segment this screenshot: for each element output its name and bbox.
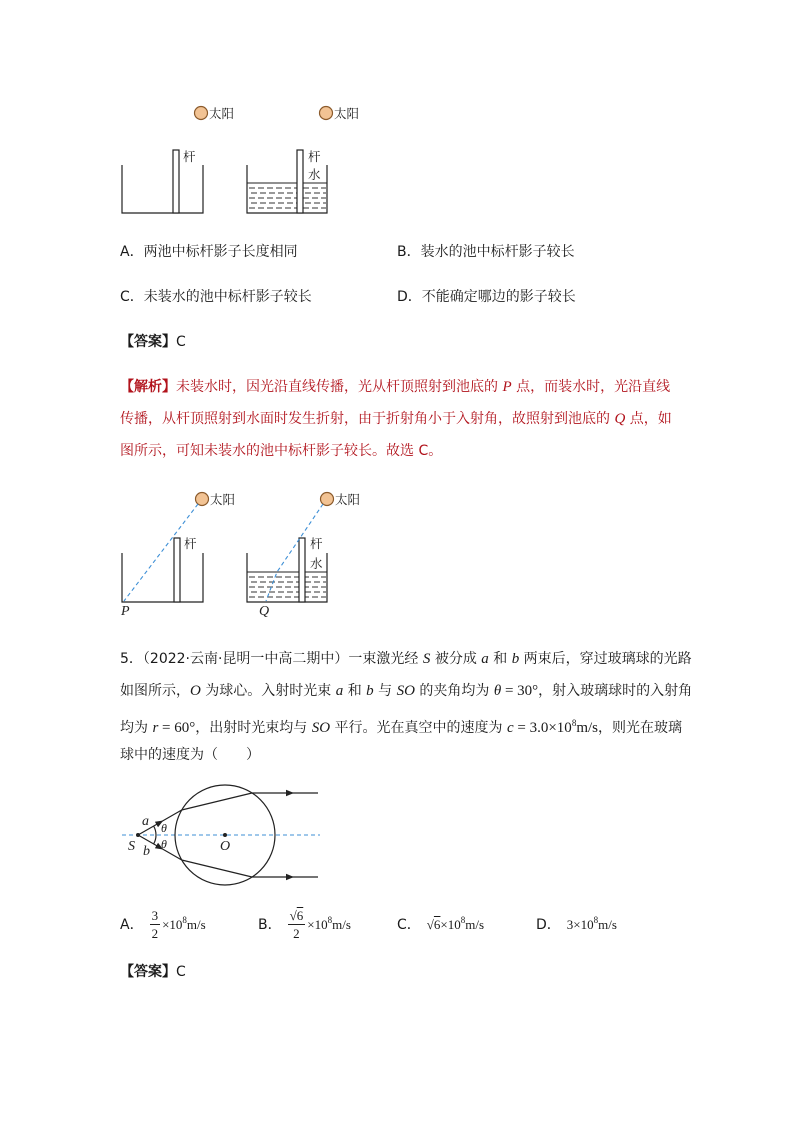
point-q-label: Q	[259, 604, 270, 619]
angle-value: = 30°	[501, 683, 539, 699]
q5-option-b	[258, 902, 351, 946]
unit: m/s	[332, 917, 351, 932]
beam-a-variable: a	[481, 651, 489, 667]
answer-tag: 【答案】	[120, 964, 176, 980]
fraction	[150, 908, 161, 941]
sun-label: 太阳	[334, 106, 360, 121]
point-p-variable: P	[502, 379, 512, 395]
sqrt-symbol: √	[289, 907, 297, 923]
axis-so-variable: SO	[311, 720, 331, 736]
unit: m/s	[465, 917, 485, 932]
q5-option-a	[120, 902, 206, 946]
pole-label: 杆	[183, 149, 196, 164]
q4-option-b: B．装水的池中标杆影子较长	[397, 244, 575, 260]
stem-text: ，射入玻璃球时的入射角	[538, 683, 693, 699]
stem-text: 5．（2022·云南·昆明一中高二期中）一束激光经	[120, 651, 423, 667]
stem-text: 与	[373, 683, 397, 699]
sun-icon	[320, 107, 333, 120]
analysis-tag: 【解析】	[120, 379, 176, 395]
q5-option-d	[536, 902, 617, 946]
stem-text: 如图所示，	[120, 683, 190, 699]
exponent: 8	[593, 915, 599, 925]
times-ten: ×10	[307, 917, 328, 932]
water-fill	[247, 572, 327, 597]
q4-option-c: C．未装水的池中标杆影子较长	[120, 289, 312, 305]
center-point	[223, 833, 227, 837]
angle-lower-label: θ	[161, 837, 167, 851]
axis-so-variable: SO	[396, 683, 415, 699]
beam-b-variable: b	[511, 651, 520, 667]
q5-stem-line	[120, 681, 692, 701]
sun-icon	[196, 493, 209, 506]
glass-sphere-figure	[115, 775, 330, 895]
dry-pool-diagram	[122, 106, 234, 213]
refracted-light-ray	[266, 504, 323, 601]
source-label: S	[128, 839, 135, 854]
angle-arc-lower	[154, 835, 156, 844]
beam-b-label: b	[143, 844, 150, 859]
pole	[174, 538, 180, 602]
pole-label: 杆	[184, 536, 197, 551]
q5-stem-line	[120, 649, 692, 669]
stem-text: 的夹角均为	[414, 683, 494, 699]
light-speed-variable: c	[506, 720, 514, 736]
water-pool-diagram	[247, 106, 359, 213]
light-path-figure	[100, 485, 361, 625]
source-variable: S	[422, 651, 431, 667]
times-ten: ×10	[162, 917, 183, 932]
q4-analysis-line	[120, 409, 672, 429]
times-ten: ×10	[573, 917, 594, 932]
q4-option-d: D．不能确定哪边的影子较长	[397, 289, 576, 305]
sun-label: 太阳	[210, 492, 236, 507]
stem-text: ，出射时光束均与	[195, 720, 312, 736]
coefficient: 3	[566, 917, 574, 932]
pool-outline	[122, 553, 203, 602]
pole-label: 杆	[308, 149, 321, 164]
beam-b-variable: b	[366, 683, 374, 699]
beam-a-variable: a	[335, 683, 344, 699]
answer-value: C	[176, 334, 186, 350]
speed-unit: m/s	[576, 720, 598, 736]
answer-value: C	[176, 964, 186, 980]
fraction-numerator: 3	[151, 907, 159, 923]
option-letter: A．	[120, 917, 144, 933]
option-magnitude	[427, 915, 484, 933]
center-variable: O	[190, 683, 201, 699]
unit: m/s	[598, 917, 617, 932]
incidence-variable: r	[152, 720, 159, 736]
q5-answer	[120, 962, 186, 982]
sun-label: 太阳	[335, 492, 361, 507]
angle-arc-upper	[154, 826, 156, 835]
q4-option-a: A．两池中标杆影子长度相同	[120, 244, 298, 260]
fraction-denominator: 2	[151, 925, 159, 941]
pole-label: 杆	[310, 536, 323, 551]
times-ten: ×10	[440, 917, 461, 932]
exponent: 8	[182, 915, 187, 925]
sun-icon	[321, 493, 334, 506]
radicand: 6	[296, 907, 304, 923]
q5-option-c	[397, 902, 484, 946]
analysis-text: 传播，从杆顶照射到水面时发生折射，由于折射角小于入射角，故照射到池底的	[120, 411, 615, 427]
fraction-numerator	[288, 908, 306, 925]
pole	[173, 150, 179, 213]
stem-text: 为球心。入射时光束	[200, 683, 336, 699]
speed-exponent: 8	[571, 718, 577, 728]
point-q-variable: Q	[614, 411, 626, 427]
stem-text: 平行。光在真空中的速度为	[330, 720, 507, 736]
stem-text: 球中的速度为（ ）	[120, 747, 260, 763]
sqrt-symbol: √	[426, 917, 434, 932]
radicand: 6	[433, 917, 441, 932]
stem-text: ，则光在玻璃	[598, 720, 682, 736]
theta-variable: θ	[493, 683, 502, 699]
stem-text: 和	[343, 683, 367, 699]
dry-pool-diagram	[120, 492, 235, 619]
q4-analysis-line	[120, 377, 670, 397]
option-magnitude	[567, 915, 617, 933]
beam-a-inside	[182, 793, 252, 810]
option-letter: D．	[536, 917, 561, 933]
fraction	[288, 908, 306, 941]
exponent: 8	[460, 915, 466, 925]
speed-value: = 3.0×10	[513, 720, 572, 736]
unit: m/s	[186, 917, 206, 932]
pool-comparison-figure	[100, 95, 360, 220]
center-label: O	[220, 839, 231, 854]
option-letter: B．	[258, 917, 282, 933]
sun-icon	[195, 107, 208, 120]
analysis-text: 未装水时，因光沿直线传播，光从杆顶照射到池底的	[176, 379, 503, 395]
answer-tag: 【答案】	[120, 334, 176, 350]
water-label: 水	[308, 167, 321, 182]
option-letter: C．	[397, 917, 421, 933]
angle-upper-label: θ	[161, 821, 167, 835]
angle-value: = 60°	[158, 720, 196, 736]
option-magnitude	[307, 915, 351, 933]
analysis-text: 点，而装水时，光沿直线	[511, 379, 671, 395]
water-pool-diagram	[247, 492, 360, 619]
exponent: 8	[327, 915, 333, 925]
source-point	[136, 833, 140, 837]
beam-b-inside	[182, 860, 252, 877]
pool-outline	[122, 165, 203, 213]
q4-answer	[120, 332, 186, 352]
q4-analysis-line	[120, 441, 442, 461]
straight-light-ray	[124, 504, 198, 601]
sun-label: 太阳	[209, 106, 235, 121]
beam-a-label: a	[142, 814, 149, 829]
stem-text: 均为	[120, 720, 153, 736]
stem-text: 两束后，穿过玻璃球的光路	[519, 651, 692, 667]
q5-stem-line	[120, 713, 682, 736]
water-fill	[247, 183, 327, 208]
pole	[297, 150, 303, 213]
point-p-label: P	[121, 604, 130, 619]
pole	[299, 538, 305, 602]
analysis-text: 点，如	[625, 411, 672, 427]
fraction-denominator: 2	[293, 925, 300, 941]
water-label: 水	[310, 556, 323, 571]
q5-stem-line	[120, 745, 260, 765]
option-magnitude	[162, 915, 206, 933]
analysis-text: 图所示，可知未装水的池中标杆影子较长。故选 C。	[120, 443, 443, 459]
stem-text: 被分成	[430, 651, 482, 667]
stem-text: 和	[488, 651, 512, 667]
